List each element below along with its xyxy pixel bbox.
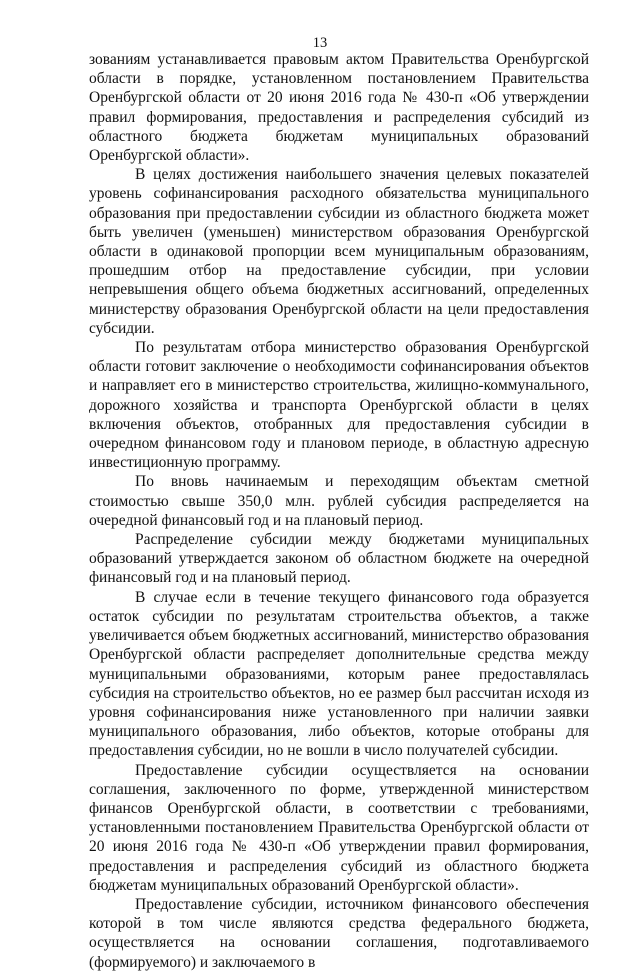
paragraph-distribution-law: Распределение субсидии между бюджетами муниципальных образований утверждается законом об областном бюджете на очередной финансовый год и на плановый период.: [89, 531, 589, 587]
paragraph-large-objects: По вновь начинаемым и переходящим объектам сметной стоимостью свыше 350,0 млн. рублей субсидия распределяется на очередной финансовый год и на плановый период.: [89, 473, 589, 529]
paragraph-agreement: Предоставление субсидии осуществляется на основании соглашения, заключенного по форме, утвержденной министерством финансов Оренбургской области, в соответствии с требованиями, установленными постановлением Правительства Оренбургской области от 20 июня 2016 года № 430-п «Об утверждении правил формирования, предоставления и распределения субсидий из областного бюджета бюджетам муниципальных образований Оренбургской области».: [89, 761, 589, 894]
paragraph-continuation: зованиям устанавливается правовым актом Правительства Оренбургской области в порядке, установленном постановлением Правительства Оренбургской области от 20 июня 2016 года № 430-п «Об утверждении правил формирования, предоставления и распределения субсидий из областного бюджета бюджетам муниципальных образований Оренбургской области».: [89, 51, 589, 165]
paragraph-selection-results: По результатам отбора министерство образования Оренбургской области готовит заключение о необходимости софинансирования объектов и направляет его в министерство строительства, жилищно-коммунального, дорожного хозяйства и транспорта Оренбургской области в целях включения объектов, отобранных для предоставления субсидии в очередном финансовом году и плановом периоде, в областную адресную инвестиционную программу.: [89, 339, 589, 472]
paragraph-federal-funds: Предоставление субсидии, источником финансового обеспечения которой в том числе являются средства федерального бюджета, осуществляется на основании соглашения, подготавливаемого (формируемого) и заключаемого в: [89, 895, 589, 971]
page-number: 13: [312, 35, 328, 51]
paragraph-remaining-funds: В случае если в течение текущего финансового года образуется остаток субсидии по результатам строительства объектов, а также увеличивается объем бюджетных ассигнований, министерство образования Оренбургской области распределяет дополнительные средства между муниципальными образованиями, которым ранее предоставлялась субсидия на строительство объектов, но ее размер был рассчитан исходя из уровня софинансирования ниже установленного при наличии заявки муниципального образования, либо объектов, которые отобраны для предоставления субсидии, но не вошли в число получателей субсидии.: [89, 588, 589, 760]
paragraph-cofinancing-level: В целях достижения наибольшего значения целевых показателей уровень софинансирования расходного обязательства муниципального образования при предоставлении субсидии из областного бюджета может быть увеличен (уменьшен) министерством образования Оренбургской области в одинаковой пропорции всем муниципальным образованиям, прошедшим отбор на предоставление субсидии, при условии непревышения общего объема бюджетных ассигнований, определенных министерству образования Оренбургской области на цели предоставления субсидии.: [89, 166, 589, 337]
document-body: [89, 50, 589, 972]
